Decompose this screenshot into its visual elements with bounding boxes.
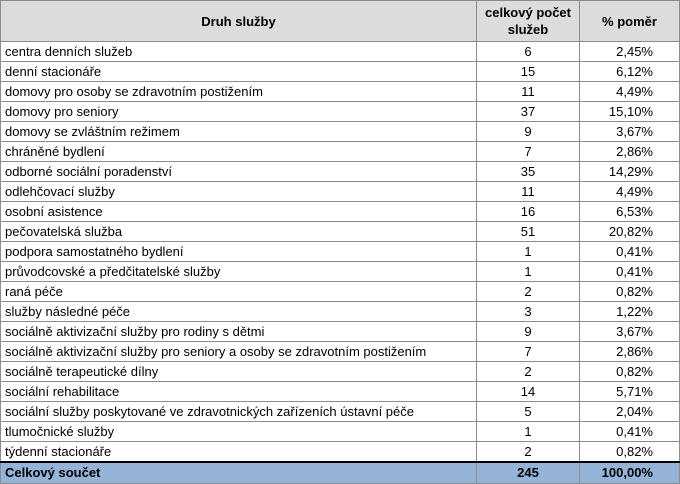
service-name: podpora samostatného bydlení	[1, 242, 477, 262]
table-row	[1, 102, 680, 122]
service-percent: 6,12%	[580, 62, 680, 82]
service-count: 14	[477, 382, 580, 402]
table-row	[1, 142, 680, 162]
service-percent: 0,41%	[580, 242, 680, 262]
table-row	[1, 442, 680, 463]
service-percent: 5,71%	[580, 382, 680, 402]
table-row	[1, 162, 680, 182]
table-row	[1, 222, 680, 242]
service-name: raná péče	[1, 282, 477, 302]
table-row	[1, 382, 680, 402]
service-percent: 4,49%	[580, 82, 680, 102]
table-row	[1, 342, 680, 362]
service-count: 2	[477, 442, 580, 463]
table-row	[1, 422, 680, 442]
service-name: sociální rehabilitace	[1, 382, 477, 402]
service-percent: 2,04%	[580, 402, 680, 422]
service-percent: 4,49%	[580, 182, 680, 202]
service-name: služby následné péče	[1, 302, 477, 322]
service-name: domovy se zvláštním režimem	[1, 122, 477, 142]
service-name: osobní asistence	[1, 202, 477, 222]
service-name: sociálně terapeutické dílny	[1, 362, 477, 382]
service-count: 35	[477, 162, 580, 182]
total-label: Celkový součet	[1, 462, 477, 484]
service-name: sociálně aktivizační služby pro rodiny s dětmi	[1, 322, 477, 342]
service-count: 1	[477, 422, 580, 442]
table-row	[1, 402, 680, 422]
service-count: 9	[477, 322, 580, 342]
table-row	[1, 202, 680, 222]
service-count: 1	[477, 262, 580, 282]
service-count: 3	[477, 302, 580, 322]
service-count: 7	[477, 142, 580, 162]
table-row	[1, 82, 680, 102]
header-row	[1, 1, 680, 42]
service-percent: 2,86%	[580, 142, 680, 162]
table-row	[1, 302, 680, 322]
service-percent: 0,82%	[580, 442, 680, 463]
service-count: 9	[477, 122, 580, 142]
service-name: denní stacionáře	[1, 62, 477, 82]
service-count: 11	[477, 82, 580, 102]
table-row	[1, 62, 680, 82]
total-percent: 100,00%	[580, 462, 680, 484]
service-name: sociálně aktivizační služby pro seniory a osoby se zdravotním postižením	[1, 342, 477, 362]
service-name: týdenní stacionáře	[1, 442, 477, 463]
service-count: 37	[477, 102, 580, 122]
service-percent: 14,29%	[580, 162, 680, 182]
service-count: 6	[477, 42, 580, 62]
service-count: 51	[477, 222, 580, 242]
table-row	[1, 262, 680, 282]
service-count: 1	[477, 242, 580, 262]
service-name: průvodcovské a předčitatelské služby	[1, 262, 477, 282]
header-percent: % poměr	[580, 1, 680, 42]
service-count: 7	[477, 342, 580, 362]
table-row	[1, 242, 680, 262]
table-row	[1, 122, 680, 142]
service-name: tlumočnické služby	[1, 422, 477, 442]
table-row	[1, 362, 680, 382]
service-percent: 3,67%	[580, 122, 680, 142]
service-count: 15	[477, 62, 580, 82]
service-count: 2	[477, 282, 580, 302]
service-count: 11	[477, 182, 580, 202]
service-percent: 20,82%	[580, 222, 680, 242]
service-percent: 0,41%	[580, 422, 680, 442]
service-name: pečovatelská služba	[1, 222, 477, 242]
total-row	[1, 462, 680, 484]
service-percent: 1,22%	[580, 302, 680, 322]
header-count: celkový počet služeb	[477, 1, 580, 42]
table-row	[1, 322, 680, 342]
service-count: 5	[477, 402, 580, 422]
total-count: 245	[477, 462, 580, 484]
service-count: 2	[477, 362, 580, 382]
table-row	[1, 282, 680, 302]
service-percent: 2,45%	[580, 42, 680, 62]
service-percent: 0,82%	[580, 362, 680, 382]
service-percent: 2,86%	[580, 342, 680, 362]
service-name: odborné sociální poradenství	[1, 162, 477, 182]
service-name: chráněné bydlení	[1, 142, 477, 162]
service-name: centra denních služeb	[1, 42, 477, 62]
service-percent: 3,67%	[580, 322, 680, 342]
service-name: odlehčovací služby	[1, 182, 477, 202]
service-percent: 6,53%	[580, 202, 680, 222]
header-service-type: Druh služby	[1, 1, 477, 42]
service-name: domovy pro seniory	[1, 102, 477, 122]
table-row	[1, 42, 680, 62]
service-percent: 15,10%	[580, 102, 680, 122]
table-row	[1, 182, 680, 202]
service-count: 16	[477, 202, 580, 222]
service-percent: 0,41%	[580, 262, 680, 282]
service-name: domovy pro osoby se zdravotním postižením	[1, 82, 477, 102]
service-percent: 0,82%	[580, 282, 680, 302]
service-name: sociální služby poskytované ve zdravotnických zařízeních ústavní péče	[1, 402, 477, 422]
